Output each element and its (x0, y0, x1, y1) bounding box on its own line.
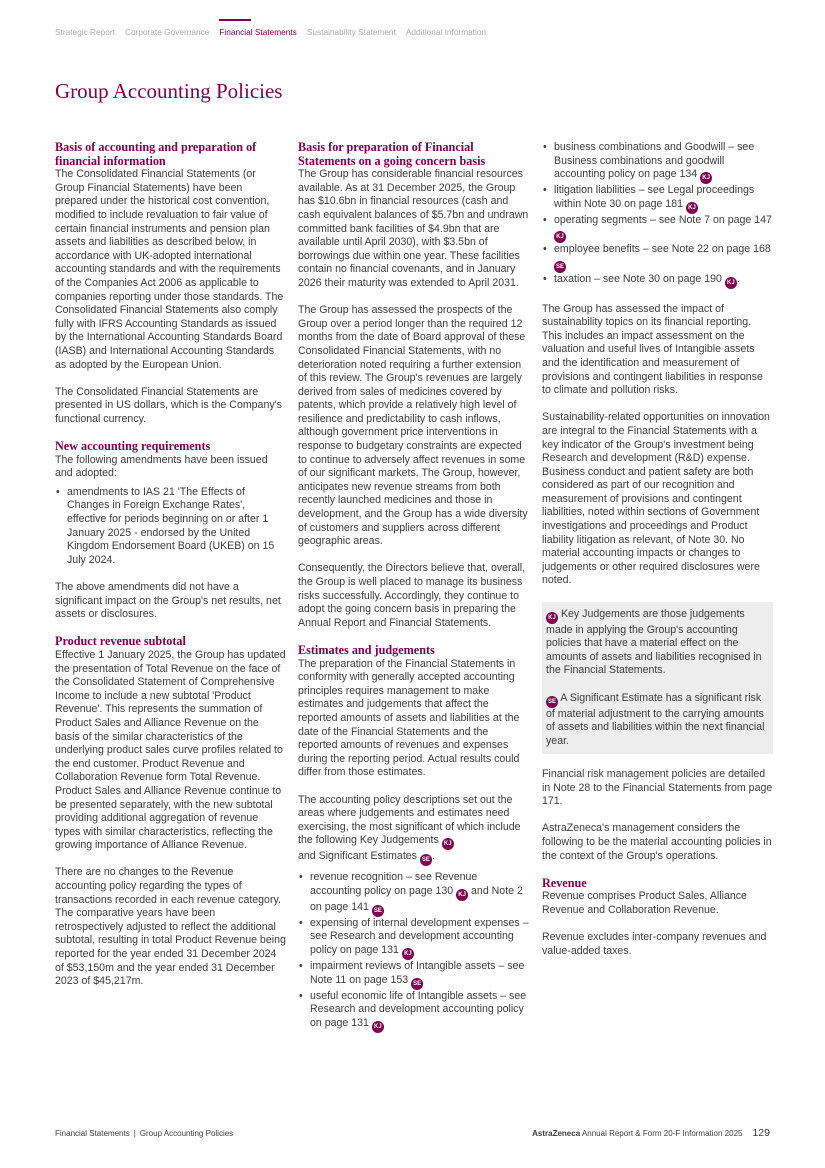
nav-additional-information[interactable]: Additional Information (405, 27, 487, 37)
top-navigation (55, 27, 496, 37)
significant-estimate-badge: SE (554, 261, 566, 273)
nav-sustainability-statement[interactable]: Sustainability Statement (306, 27, 396, 37)
heading-basis-of-accounting: Basis of accounting and preparation of financial information (55, 140, 257, 168)
list-item: • amendments to IAS 21 'The Effects of Changes in Foreign Exchange Rates', effective for periods beginning on or after 1 January 2025 - endorsed by the United Kingdom Endorsement Board (UKEB) on 15 July 2024. (55, 486, 286, 568)
nav-strategic-report[interactable]: Strategic Report (55, 27, 115, 37)
key-judgement-badge: KJ (442, 838, 454, 850)
going-concern-paragraph-1: The Group has considerable financial resources available. As at 31 December 2025, the Group has $10.6bn in financial resources (cash and cash equivalent balances of $5.7bn and undrawn committed bank facilities of $4.9bn that are available until April 2030), with $3.5bn of borrowings due within one year. These facilities contain no financial covenants, and in January 2026 their maturity was extended to April 2031. (298, 168, 529, 289)
list-item: • revenue recognition – see Revenue accounting policy on page 130 KJ and Note 2 on page 141 SE (298, 871, 529, 917)
column-left (55, 141, 286, 1002)
page-title: Group Accounting Policies (55, 79, 283, 103)
heading-going-concern: Basis for preparation of Financial Statements on a going concern basis (298, 140, 486, 168)
list-item: • impairment reviews of Intangible assets – see Note 11 on page 153 SE (298, 960, 529, 990)
heading-new-accounting-requirements: New accounting requirements (55, 439, 211, 454)
brand-name: AstraZeneca (532, 1129, 581, 1138)
product-revenue-paragraph: Effective 1 January 2025, the Group has updated the presentation of Total Revenue on the face of the Consolidated Statement of Comprehensive Income to include a new subtotal 'Product Revenue'. This represents the summation of Product Sales and Alliance Revenue on the basis of the similar characteristics of the underlying product sales curve profiles related to the end customer. Product Revenue and Collaboration Revenue form Total Revenue. Product Sales and Alliance Revenue continue to be presented separately, with the new subtotal providing additional aggregation of revenue types with similar characteristics, reflecting the growing importance of Alliance Revenue. (55, 648, 286, 852)
page-number: 129 (752, 1127, 770, 1139)
list-item: • operating segments – see Note 7 on page 147 KJ (542, 214, 773, 244)
list-item: • business combinations and Goodwill – see Business combinations and goodwill accounting policy on page 134 KJ (542, 141, 773, 184)
list-item: • taxation – see Note 30 on page 190 KJ . (542, 273, 773, 289)
financial-risk-paragraph: Financial risk management policies are detailed in Note 28 to the Financial Statements from page 171. (542, 767, 773, 808)
currency-paragraph: The Consolidated Financial Statements are presented in US dollars, which is the Company's functional currency. (55, 385, 282, 425)
key-judgement-badge: KJ (686, 202, 698, 214)
heading-estimates-and-judgements: Estimates and judgements (298, 642, 435, 657)
nav-financial-statements[interactable]: Financial Statements (219, 27, 297, 37)
key-judgement-definition: KJ Key Judgements are those judgements made in applying the Group's accounting policies that have a material effect on the amounts of assets and liabilities recognised in the Financial Statements. (546, 607, 762, 677)
sustainability-paragraph-2: Sustainability-related opportunities on innovation are integral to the Financial Statements with a key indicator of the Group's investment being Research and development (R&D) expense. Business conduct and patient safety are both considered as part of our recognition and measurement of provisions and contingent liabilities, noted within sections of Government investigations and proceedings and Product liability litigation as relevant, of Note 30. No material accounting impacts or changes to judgements or other required disclosures were noted. (542, 411, 770, 587)
key-judgement-badge: KJ (402, 948, 414, 960)
key-judgement-badge: KJ (546, 612, 558, 624)
list-item: • litigation liabilities – see Legal proceedings within Note 30 on page 181 KJ (542, 184, 773, 214)
new-requirements-intro: The following amendments have been issued and adopted: (55, 453, 268, 480)
significant-estimate-definition: SE A Significant Estimate has a significant risk of material adjustment to the carrying amounts of assets and liabilities within the next financial year. (546, 691, 765, 747)
document-title: Annual Report & Form 20-F Information 2025 (581, 1129, 743, 1138)
list-item: • expensing of internal development expenses – see Research and development accounting policy on page 131 KJ (298, 917, 529, 960)
key-judgement-badge: KJ (700, 172, 712, 184)
judgements-list-continued (542, 141, 773, 289)
basis-paragraph: The Consolidated Financial Statements (or Group Financial Statements) have been prepared under the historical cost convention, modified to include revaluation to fair value of certain financial instruments and pension plan assets and liabilities as described below, in accordance with UK-adopted international accounting standards and with the requirements of the Companies Act 2006 as applicable to companies reporting under those standards. The Consolidated Financial Statements also comply fully with IFRS Accounting Standards as issued by the International Accounting Standards Board (IASB) and International Accounting Standards as adopted by the European Union. (55, 168, 284, 371)
going-concern-paragraph-2: The Group has assessed the prospects of the Group over a period longer than the required 12 months from the date of Board approval of these Consolidated Financial Statements, with no deterioration noted requiring a further extension of this review. The Group's revenues are largely derived from sales of medicines covered by patents, which provide a relatively high level of resilience and predictability to cash inflows, although government price interventions in response to budgetary constraints are expected to continue to adversely affect revenues in some of our significant markets. The Group, however, anticipates new revenue streams from both recently launched medicines and those in development, and the Group has a wide diversity of customers and suppliers across different geographic areas. (298, 304, 528, 548)
list-item: • employee benefits – see Note 22 on page 168 SE (542, 243, 773, 273)
key-judgement-badge: KJ (725, 277, 737, 289)
heading-revenue: Revenue (542, 875, 587, 890)
judgements-list (298, 871, 529, 1033)
significant-estimate-badge: SE (372, 905, 384, 917)
nav-corporate-governance[interactable]: Corporate Governance (124, 27, 210, 37)
footer-breadcrumb: Financial Statements | Group Accounting Policies (55, 1129, 234, 1138)
column-middle (298, 141, 529, 1046)
amendments-list (55, 486, 286, 568)
material-policies-paragraph: AstraZeneca's management considers the following to be the material accounting policies in the context of the Group's operations. (542, 822, 772, 862)
sustainability-paragraph-1: The Group has assessed the impact of sustainability topics on its financial reporting. This includes an impact assessment on the valuation and useful lives of Intangible assets and the identification and measurement of provisions and contingent liabilities in response to climate and pollution risks. (542, 302, 763, 397)
list-item: • useful economic life of Intangible assets – see Research and development accounting policy on page 131 KJ (298, 990, 529, 1033)
significant-estimate-badge: SE (411, 978, 423, 990)
revenue-policy-paragraph: There are no changes to the Revenue accounting policy regarding the types of transactions recorded in each revenue category. The comparative years have been retrospectively adjusted to reflect the additional subtotal, resulting in total Product Revenue being reported for the year ended 31 December 2024 of $53,150m and the year ended 31 December 2023 of $45,217m. (55, 866, 286, 988)
key-areas-paragraph: The accounting policy descriptions set out the areas where judgements and estimates need exercising, the most significant of which include the following Key Judgements KJ and Significant Estimates SE . (298, 794, 529, 867)
column-right (542, 141, 773, 972)
definitions-box (542, 602, 773, 755)
significant-estimate-badge: SE (420, 854, 432, 866)
key-judgement-badge: KJ (372, 1021, 384, 1033)
heading-product-revenue-subtotal: Product revenue subtotal (55, 634, 186, 649)
revenue-paragraph-1: Revenue comprises Product Sales, Alliance Revenue and Collaboration Revenue. (542, 890, 747, 916)
amendments-impact-paragraph: The above amendments did not have a significant impact on the Group's net results, net assets or disclosures. (55, 581, 281, 621)
going-concern-paragraph-3: Consequently, the Directors believe that, overall, the Group is well placed to manage its business risks successfully. Accordingly, they continue to adopt the going concern basis in preparing the Annual Report and Financial Statements. (298, 562, 526, 629)
footer-document-info (532, 1127, 770, 1139)
estimates-paragraph: The preparation of the Financial Statements in conformity with generally accepted accounting principles requires management to make estimates and judgements that affect the reported amounts of assets and liabilities at the date of the Financial Statements and the reported amounts of revenues and expenses during the reporting period. Actual results could differ from those estimates. (298, 657, 520, 779)
significant-estimate-badge: SE (546, 696, 558, 708)
key-judgement-badge: KJ (456, 889, 468, 901)
revenue-paragraph-2: Revenue excludes inter-company revenues and value-added taxes. (542, 931, 767, 957)
key-judgement-badge: KJ (554, 231, 566, 243)
